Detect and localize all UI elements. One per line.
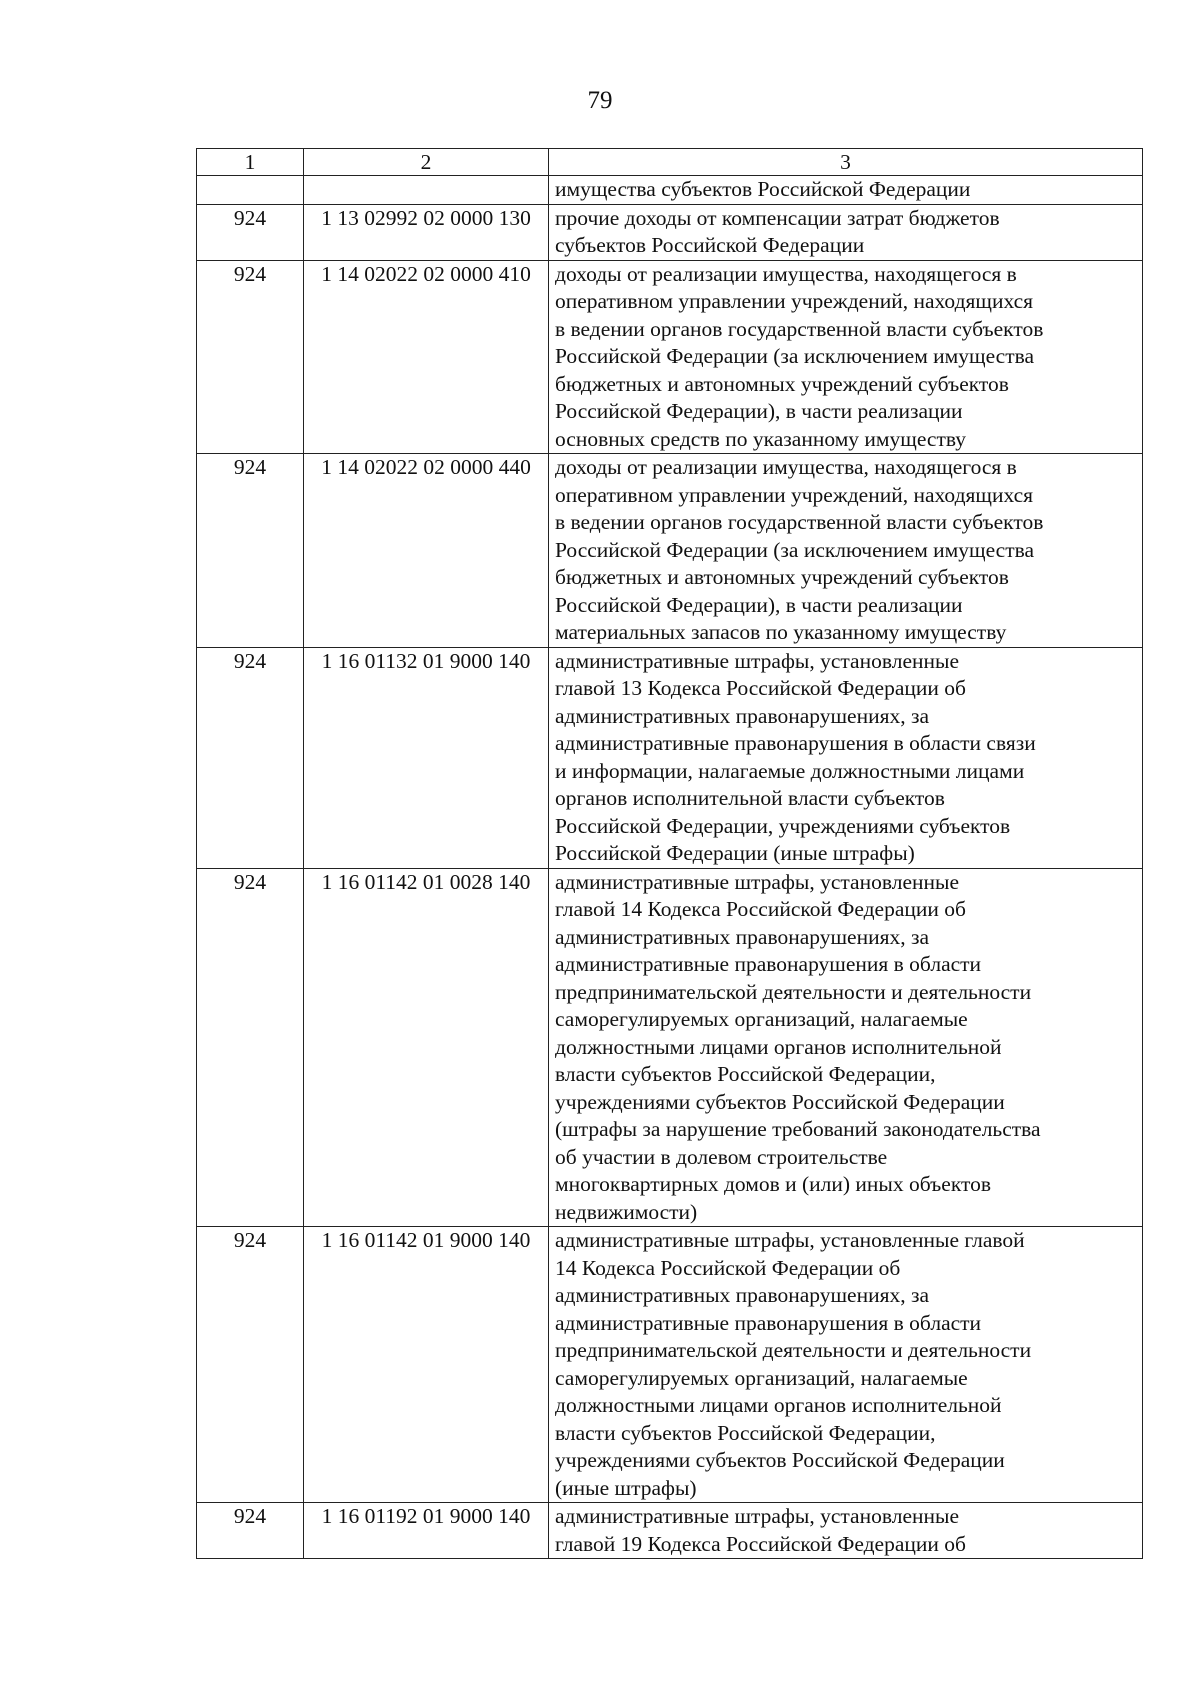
revenue-description-cell (549, 176, 1143, 205)
description-line: и информации, налагаемые должностными лицами (555, 758, 1025, 783)
column-header-2: 2 (304, 149, 549, 176)
description-line: в ведении органов государственной власти субъектов (555, 510, 1044, 534)
budget-classification-code-cell: 1 14 02022 02 0000 440 (304, 454, 549, 648)
table-header-row (197, 149, 1143, 176)
description-line: оперативном управлении учреждений, находящихся (555, 289, 1034, 313)
column-header-1: 1 (197, 149, 304, 176)
budget-classification-code-cell: 1 13 02992 02 0000 130 (304, 204, 549, 260)
table-row (197, 1503, 1143, 1559)
description-line: (иные штрафы) (555, 1475, 697, 1500)
description-line: административные правонарушения в области (555, 952, 982, 976)
description-line: Российской Федерации, учреждениями субъектов (555, 813, 1011, 838)
admin-code-cell: 924 (197, 454, 304, 648)
description-line: материальных запасов по указанному имуществу (555, 620, 1007, 644)
description-line: доходы от реализации имущества, находящегося в (555, 455, 1017, 479)
revenue-description-cell (549, 868, 1143, 1227)
description-line: Российской Федерации), в части реализации (555, 399, 963, 423)
description-line: административных правонарушениях, за (555, 1283, 930, 1307)
description-line: должностными лицами органов исполнительной (555, 1034, 1002, 1059)
table-body (197, 176, 1143, 1559)
description-line: Российской Федерации), в части реализации (555, 592, 963, 617)
description-line: многоквартирных домов и (или) иных объектов (555, 1172, 991, 1196)
description-line: доходы от реализации имущества, находящегося в (555, 261, 1017, 286)
revenue-description-cell (549, 647, 1143, 868)
admin-code-cell (197, 176, 304, 205)
budget-classification-code-cell: 1 16 01142 01 9000 140 (304, 1227, 549, 1503)
description-line: предпринимательской деятельности и деятельности (555, 979, 1032, 1004)
description-line: саморегулируемых организаций, налагаемые (555, 1365, 968, 1390)
table-row (197, 204, 1143, 260)
admin-code-cell: 924 (197, 260, 304, 454)
budget-classification-code-cell (304, 176, 549, 205)
description-line: главой 19 Кодекса Российской Федерации об (555, 1531, 966, 1556)
revenue-description-cell (549, 204, 1143, 260)
admin-code-cell: 924 (197, 647, 304, 868)
table-row (197, 260, 1143, 454)
description-line: имущества субъектов Российской Федерации (555, 177, 971, 201)
revenue-description-cell (549, 1503, 1143, 1559)
budget-classification-code-cell: 1 14 02022 02 0000 410 (304, 260, 549, 454)
description-line: административные штрафы, установленные главой (555, 1228, 1025, 1252)
description-line: органов исполнительной власти субъектов (555, 786, 945, 810)
description-line: 14 Кодекса Российской Федерации об (555, 1255, 901, 1280)
table-row (197, 868, 1143, 1227)
revenue-description-cell (549, 454, 1143, 648)
description-line: должностными лицами органов исполнительной (555, 1393, 1002, 1417)
description-line: оперативном управлении учреждений, находящихся (555, 482, 1034, 507)
description-line: власти субъектов Российской Федерации, (555, 1420, 936, 1445)
description-line: об участии в долевом строительстве (555, 1144, 888, 1169)
revenue-codes-table (196, 148, 1143, 1559)
description-line: субъектов Российской Федерации (555, 233, 865, 257)
description-line: административные штрафы, установленные (555, 869, 959, 894)
description-line: бюджетных и автономных учреждений субъектов (555, 371, 1009, 396)
admin-code-cell: 924 (197, 1227, 304, 1503)
admin-code-cell: 924 (197, 868, 304, 1227)
admin-code-cell: 924 (197, 1503, 304, 1559)
description-line: недвижимости) (555, 1199, 698, 1224)
description-line: саморегулируемых организаций, налагаемые (555, 1007, 968, 1031)
description-line: административные правонарушения в области связи (555, 731, 1036, 755)
description-line: (штрафы за нарушение требований законодательства (555, 1117, 1041, 1141)
budget-classification-code-cell: 1 16 01142 01 0028 140 (304, 868, 549, 1227)
table-row (197, 647, 1143, 868)
description-line: учреждениями субъектов Российской Федерации (555, 1089, 1005, 1114)
description-line: административных правонарушениях, за (555, 924, 930, 949)
description-line: власти субъектов Российской Федерации, (555, 1062, 936, 1086)
table-row (197, 176, 1143, 205)
description-line: Российской Федерации (иные штрафы) (555, 841, 915, 865)
revenue-description-cell (549, 1227, 1143, 1503)
admin-code-cell: 924 (197, 204, 304, 260)
table-row (197, 1227, 1143, 1503)
description-line: основных средств по указанному имуществу (555, 426, 967, 451)
description-line: административные штрафы, установленные (555, 648, 959, 673)
description-line: Российской Федерации (за исключением имущества (555, 344, 1035, 368)
description-line: прочие доходы от компенсации затрат бюджетов (555, 205, 1000, 230)
description-line: учреждениями субъектов Российской Федерации (555, 1448, 1005, 1472)
budget-classification-code-cell: 1 16 01132 01 9000 140 (304, 647, 549, 868)
description-line: главой 13 Кодекса Российской Федерации об (555, 676, 966, 700)
revenue-description-cell (549, 260, 1143, 454)
description-line: бюджетных и автономных учреждений субъектов (555, 565, 1009, 589)
description-line: Российской Федерации (за исключением имущества (555, 537, 1035, 562)
description-line: административные правонарушения в области (555, 1310, 982, 1335)
description-line: в ведении органов государственной власти субъектов (555, 316, 1044, 341)
table-row (197, 454, 1143, 648)
page-number: 79 (587, 87, 613, 114)
description-line: главой 14 Кодекса Российской Федерации об (555, 897, 966, 921)
description-line: административных правонарушениях, за (555, 703, 930, 728)
description-line: предпринимательской деятельности и деятельности (555, 1338, 1032, 1362)
description-line: административные штрафы, установленные (555, 1504, 959, 1528)
column-header-3: 3 (549, 149, 1143, 176)
budget-classification-code-cell: 1 16 01192 01 9000 140 (304, 1503, 549, 1559)
